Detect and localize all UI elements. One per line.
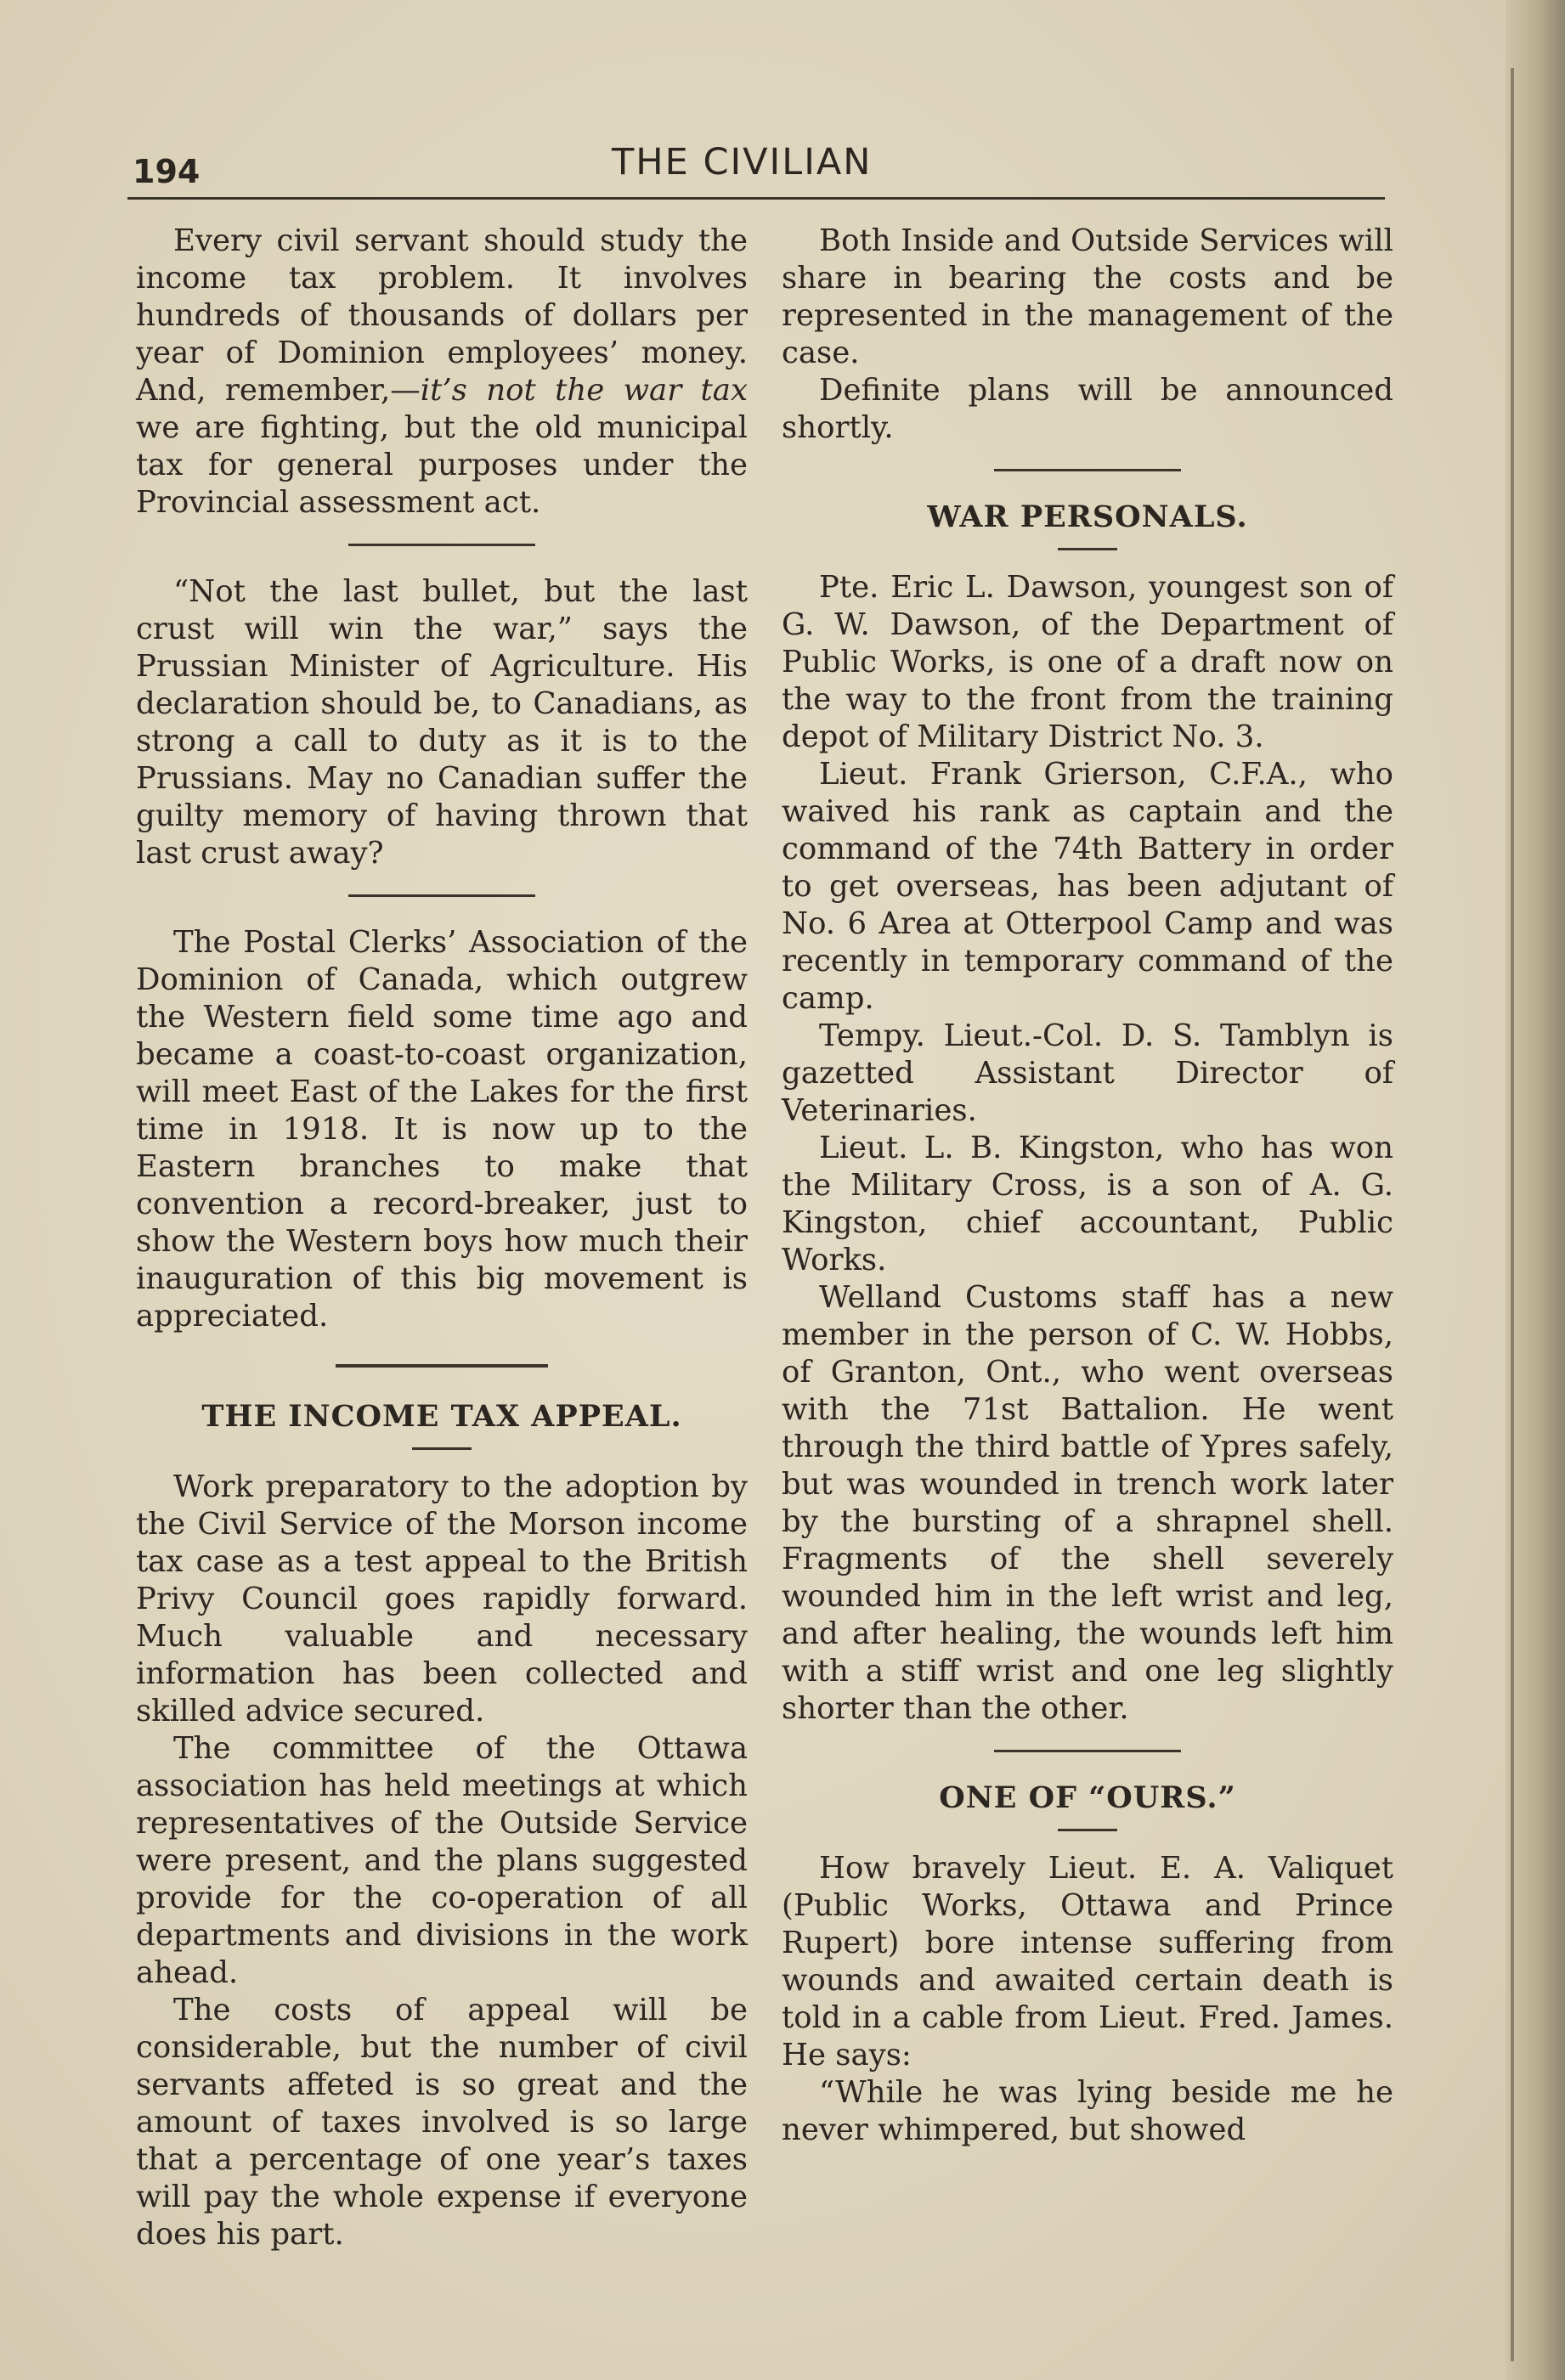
gutter-line (1511, 68, 1514, 2361)
page-header (127, 136, 1385, 212)
income-tax-note-end: we are fighting, but the old municipal tax for general purposes under the Provincial assessment act. (136, 410, 748, 520)
valiquet-paragraph: How bravely Lieut. E. A. Valiquet (Public Works, Ottawa and Prince Rupert) bore intense suffering from wounds and awaited certain death is told in a cable from Lieut. Fred. James. He says: (782, 1851, 1393, 2073)
page-number: 194 (133, 153, 201, 190)
welland-paragraph: Welland Customs staff has a new member in the person of C. W. Hobbs, of Granton, Ont., who went overseas with the 71st Battalion. He went through the third battle of Ypres safely, but was wounded in trench work later by the bursting of a shrapnel shell. Fragments of the shell severely wounded him in the left wrist and leg, and after healing, the wounds left him with a stiff wrist and one leg slightly shorter than the other. (782, 1280, 1393, 1726)
heading-underline (1058, 1829, 1117, 1831)
last-crust-note: “Not the last bullet, but the last crust will win the war,” says the Prussian Minister of Agriculture. His declaration should be, to Canadians, as strong a call to duty as it is to the Prussians. May no Canadian suffer the guilty memory of having thrown that last crust away? (136, 574, 748, 871)
journal-title: THE CIVILIAN (612, 141, 873, 183)
section-divider (336, 1364, 548, 1368)
one-of-ours-heading: ONE OF “OURS.” (939, 1780, 1236, 1815)
income-tax-note-start: Every civil servant should study the income tax problem. It involves hundreds of thousands of dollars per year of Dominion employees’ money. And, remember,— (136, 223, 748, 408)
income-tax-note (136, 223, 748, 522)
right-column (782, 223, 1393, 2149)
grierson-paragraph: Lieut. Frank Grierson, C.F.A., who waived his rank as captain and the command of the 74th Battery in order to get overseas, has been adjutant of No. 6 Area at Otterpool Camp and was recently in temporary command of the camp. (782, 757, 1393, 1016)
dawson-paragraph: Pte. Eric L. Dawson, youngest son of G. W. Dawson, of the Department of Public Works, is one of a draft now on the way to the front from the training depot of Military District No. 3. (782, 570, 1393, 754)
income-tax-note-emphasis: it’s not the war tax (420, 373, 748, 408)
section-divider (348, 544, 535, 546)
heading-underline (412, 1447, 472, 1450)
kingston-paragraph: Lieut. L. B. Kingston, who has won the Military Cross, is a son of A. G. Kingston, chief accountant, Public Works. (782, 1131, 1393, 1277)
book-spine (1506, 0, 1565, 2380)
postal-clerks-note: The Postal Clerks’ Association of the Dominion of Canada, which outgrew the Western field some time ago and became a coast-to-coast organization, will meet East of the Lakes for the first time in 1918. It is now up to the Eastern branches to make that convention a record-breaker, just to show the Western boys how much their inauguration of this big movement is appreciated. (136, 925, 748, 1334)
section-divider (348, 894, 535, 897)
section-divider (994, 469, 1181, 471)
quote-paragraph: “While he was lying beside me he never whimpered, but showed (782, 2075, 1393, 2147)
appeal-paragraph-1: Work preparatory to the adoption by the Civil Service of the Morson income tax case as a test appeal to the British Privy Council goes rapidly forward. Much valuable and necessary information has been collected and skilled advice secured. (136, 1469, 748, 1729)
appeal-paragraph-3: The costs of appeal will be considerable, but the number of civil servants affeted is so great and the amount of taxes involved is so large that a percentage of one year’s taxes will pay the whole expense if everyone does his part. (136, 1993, 748, 2252)
war-personals-heading: WAR PERSONALS. (927, 499, 1248, 534)
left-column (136, 223, 748, 2253)
plans-paragraph: Definite plans will be announced shortly. (782, 373, 1393, 445)
services-paragraph: Both Inside and Outside Services will share in bearing the costs and be represented in the management of the case. (782, 223, 1393, 370)
heading-underline (1058, 548, 1117, 550)
header-rule (127, 197, 1385, 200)
appeal-paragraph-2: The committee of the Ottawa association has held meetings at which representatives of the Outside Service were present, and the plans suggested provide for the co-operation of all departments and divisions in the work ahead. (136, 1731, 748, 1990)
tamblyn-paragraph: Tempy. Lieut.-Col. D. S. Tamblyn is gazetted Assistant Director of Veterinaries. (782, 1018, 1393, 1128)
income-tax-appeal-heading: THE INCOME TAX APPEAL. (201, 1399, 682, 1434)
section-divider (994, 1750, 1181, 1752)
